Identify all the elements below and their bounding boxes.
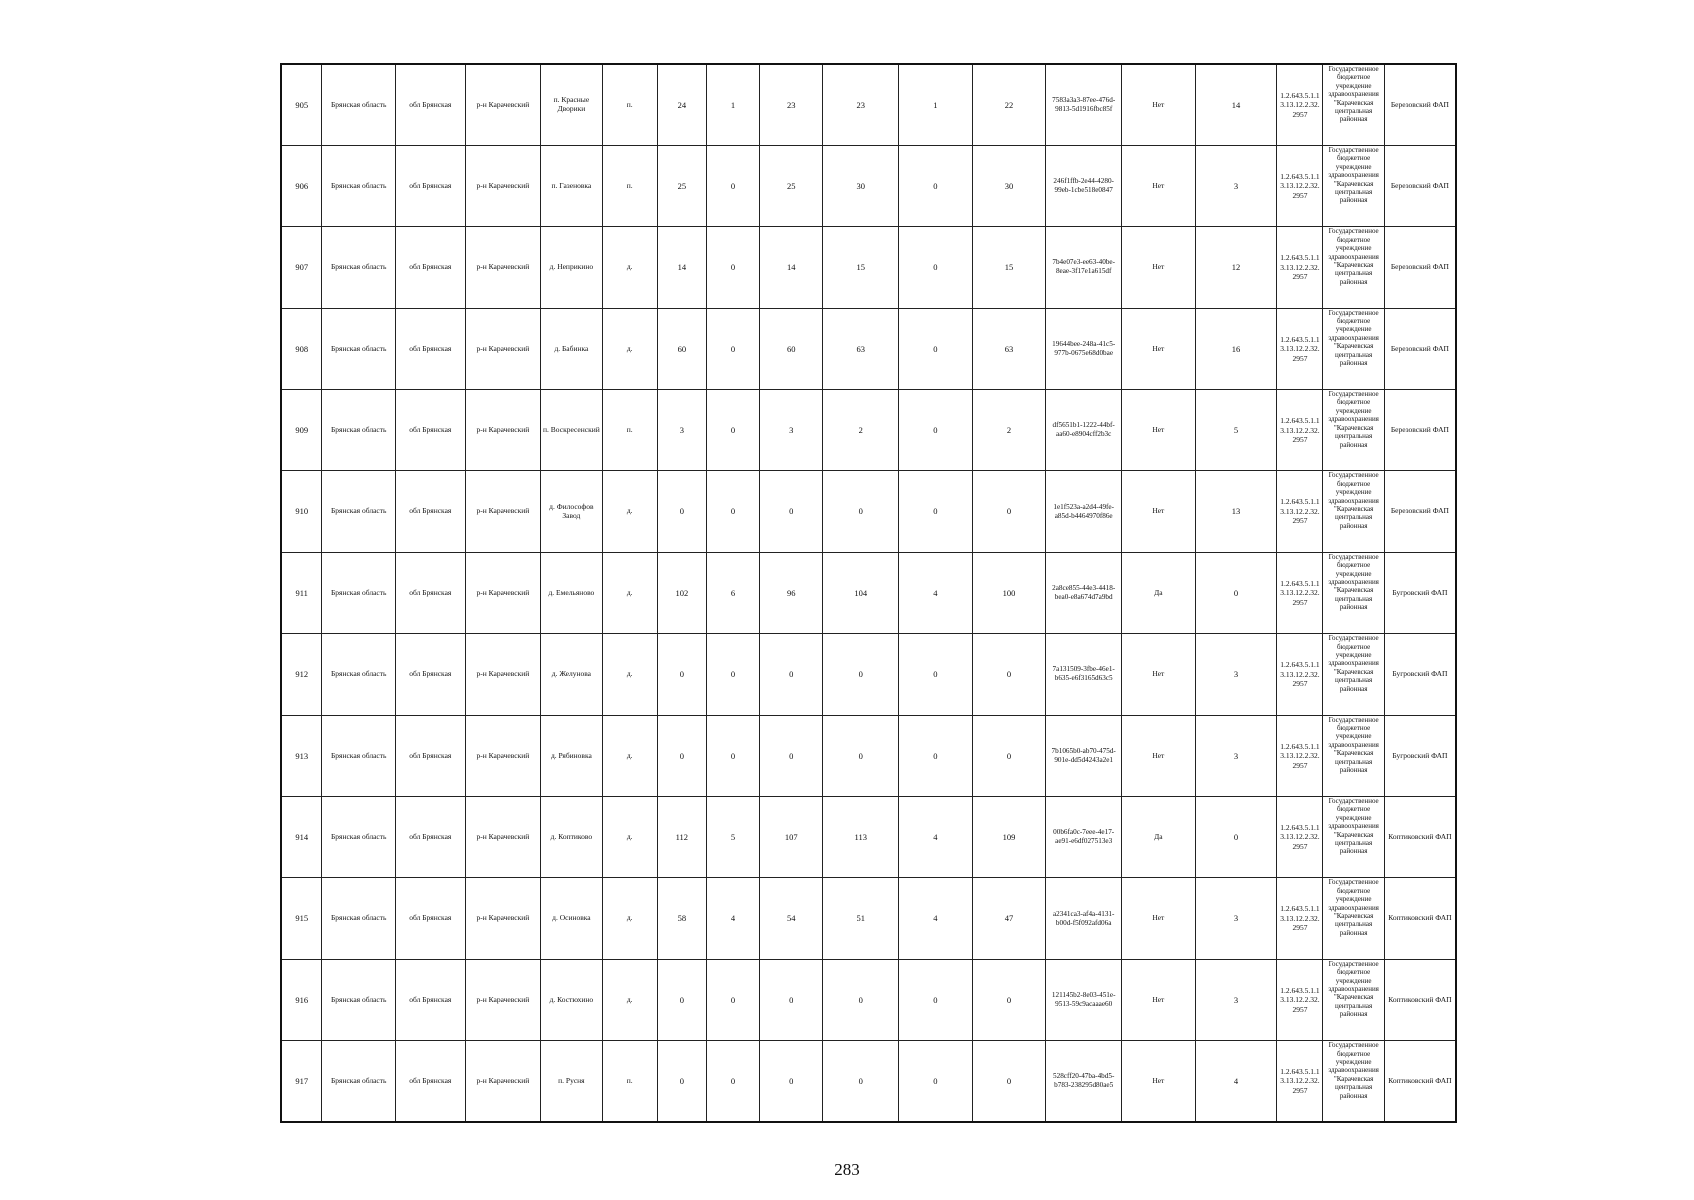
oid-code-cell: 1.2.643.5.1.13.13.12.2.32.2957: [1277, 308, 1323, 389]
value-cell-1: 0: [657, 471, 706, 552]
count-cell: 13: [1195, 471, 1277, 552]
value-cell-3: 14: [760, 227, 823, 308]
settlement-cell: д. Осиновка: [541, 878, 602, 959]
value-cell-5: 0: [899, 1041, 973, 1122]
value-cell-6: 109: [972, 797, 1046, 878]
value-cell-6: 0: [972, 1041, 1046, 1122]
value-cell-5: 0: [899, 227, 973, 308]
guid-cell: 2a8ce855-44e3-4418-bea0-e8a674d7a9bd: [1046, 552, 1122, 633]
table-row: [281, 308, 1456, 389]
value-cell-2: 1: [706, 64, 759, 145]
count-cell: 3: [1195, 959, 1277, 1040]
settlement-cell: п. Красные Дворики: [541, 64, 602, 145]
count-cell: 0: [1195, 797, 1277, 878]
value-cell-2: 0: [706, 227, 759, 308]
flag-cell: Нет: [1122, 1041, 1196, 1122]
value-cell-1: 0: [657, 959, 706, 1040]
region-cell: Брянская область: [322, 715, 396, 796]
value-cell-4: 104: [823, 552, 899, 633]
facility-cell: Березовский ФАП: [1384, 471, 1456, 552]
value-cell-2: 4: [706, 878, 759, 959]
settlement-type-cell: д.: [602, 471, 657, 552]
value-cell-3: 0: [760, 715, 823, 796]
oid-code-cell: 1.2.643.5.1.13.13.12.2.32.2957: [1277, 1041, 1323, 1122]
table-row: [281, 959, 1456, 1040]
flag-cell: Нет: [1122, 878, 1196, 959]
value-cell-6: 30: [972, 145, 1046, 226]
value-cell-3: 0: [760, 959, 823, 1040]
value-cell-4: 63: [823, 308, 899, 389]
oid-code-cell: 1.2.643.5.1.13.13.12.2.32.2957: [1277, 64, 1323, 145]
oid-code-cell: 1.2.643.5.1.13.13.12.2.32.2957: [1277, 552, 1323, 633]
facility-cell: Коптиковский ФАП: [1384, 1041, 1456, 1122]
value-cell-6: 0: [972, 715, 1046, 796]
value-cell-5: 0: [899, 634, 973, 715]
settlement-cell: д. Неприкино: [541, 227, 602, 308]
flag-cell: Нет: [1122, 145, 1196, 226]
value-cell-2: 5: [706, 797, 759, 878]
flag-cell: Нет: [1122, 64, 1196, 145]
flag-cell: Нет: [1122, 390, 1196, 471]
value-cell-6: 0: [972, 471, 1046, 552]
flag-cell: Нет: [1122, 715, 1196, 796]
value-cell-2: 0: [706, 471, 759, 552]
flag-cell: Нет: [1122, 634, 1196, 715]
value-cell-3: 96: [760, 552, 823, 633]
oblast-cell: обл Брянская: [396, 552, 466, 633]
value-cell-3: 25: [760, 145, 823, 226]
organization-cell: Государственное бюджетное учреждение здравоохранения "Карачевская центральная районная: [1323, 715, 1384, 796]
row-number-cell: 906: [281, 145, 322, 226]
value-cell-4: 2: [823, 390, 899, 471]
guid-cell: 7583a3a3-87ee-476d-9813-5d1916fbc85f: [1046, 64, 1122, 145]
organization-cell: Государственное бюджетное учреждение здравоохранения "Карачевская центральная районная: [1323, 145, 1384, 226]
value-cell-3: 107: [760, 797, 823, 878]
count-cell: 3: [1195, 634, 1277, 715]
count-cell: 4: [1195, 1041, 1277, 1122]
table-row: [281, 797, 1456, 878]
oblast-cell: обл Брянская: [396, 227, 466, 308]
count-cell: 14: [1195, 64, 1277, 145]
guid-cell: 7a131509-3fbe-46e1-b635-e6f3165d63c5: [1046, 634, 1122, 715]
value-cell-1: 58: [657, 878, 706, 959]
value-cell-6: 15: [972, 227, 1046, 308]
region-cell: Брянская область: [322, 64, 396, 145]
table-row: [281, 64, 1456, 145]
oid-code-cell: 1.2.643.5.1.13.13.12.2.32.2957: [1277, 878, 1323, 959]
table-row: [281, 471, 1456, 552]
value-cell-3: 3: [760, 390, 823, 471]
value-cell-3: 0: [760, 634, 823, 715]
value-cell-1: 3: [657, 390, 706, 471]
value-cell-2: 0: [706, 959, 759, 1040]
row-number-cell: 910: [281, 471, 322, 552]
table-row: [281, 390, 1456, 471]
table-row: [281, 878, 1456, 959]
facility-cell: Березовский ФАП: [1384, 308, 1456, 389]
settlement-type-cell: п.: [602, 64, 657, 145]
row-number-cell: 917: [281, 1041, 322, 1122]
district-cell: р-н Карачевский: [465, 471, 541, 552]
settlement-cell: п. Газеновка: [541, 145, 602, 226]
oblast-cell: обл Брянская: [396, 390, 466, 471]
value-cell-6: 22: [972, 64, 1046, 145]
organization-cell: Государственное бюджетное учреждение здравоохранения "Карачевская центральная районная: [1323, 959, 1384, 1040]
value-cell-5: 0: [899, 390, 973, 471]
value-cell-1: 102: [657, 552, 706, 633]
value-cell-1: 112: [657, 797, 706, 878]
settlement-cell: д. Коптиково: [541, 797, 602, 878]
guid-cell: a2341ca3-af4a-4131-b00d-f5f092afd06a: [1046, 878, 1122, 959]
count-cell: 12: [1195, 227, 1277, 308]
row-number-cell: 914: [281, 797, 322, 878]
settlements-table: [280, 63, 1457, 1123]
count-cell: 0: [1195, 552, 1277, 633]
organization-cell: Государственное бюджетное учреждение здравоохранения "Карачевская центральная районная: [1323, 227, 1384, 308]
region-cell: Брянская область: [322, 390, 396, 471]
oid-code-cell: 1.2.643.5.1.13.13.12.2.32.2957: [1277, 634, 1323, 715]
value-cell-6: 2: [972, 390, 1046, 471]
organization-cell: Государственное бюджетное учреждение здравоохранения "Карачевская центральная районная: [1323, 64, 1384, 145]
organization-cell: Государственное бюджетное учреждение здравоохранения "Карачевская центральная районная: [1323, 471, 1384, 552]
region-cell: Брянская область: [322, 308, 396, 389]
value-cell-2: 0: [706, 634, 759, 715]
oid-code-cell: 1.2.643.5.1.13.13.12.2.32.2957: [1277, 959, 1323, 1040]
region-cell: Брянская область: [322, 878, 396, 959]
oblast-cell: обл Брянская: [396, 797, 466, 878]
value-cell-3: 0: [760, 1041, 823, 1122]
value-cell-5: 0: [899, 471, 973, 552]
value-cell-4: 113: [823, 797, 899, 878]
oblast-cell: обл Брянская: [396, 145, 466, 226]
value-cell-4: 0: [823, 715, 899, 796]
row-number-cell: 915: [281, 878, 322, 959]
table-row: [281, 715, 1456, 796]
table-row: [281, 552, 1456, 633]
value-cell-6: 47: [972, 878, 1046, 959]
oid-code-cell: 1.2.643.5.1.13.13.12.2.32.2957: [1277, 471, 1323, 552]
settlement-type-cell: д.: [602, 552, 657, 633]
facility-cell: Березовский ФАП: [1384, 227, 1456, 308]
oblast-cell: обл Брянская: [396, 64, 466, 145]
settlement-cell: д. Емельяново: [541, 552, 602, 633]
district-cell: р-н Карачевский: [465, 797, 541, 878]
settlement-cell: д. Костюхино: [541, 959, 602, 1040]
value-cell-1: 25: [657, 145, 706, 226]
settlement-cell: д. Бабинка: [541, 308, 602, 389]
value-cell-5: 0: [899, 715, 973, 796]
organization-cell: Государственное бюджетное учреждение здравоохранения "Карачевская центральная районная: [1323, 308, 1384, 389]
organization-cell: Государственное бюджетное учреждение здравоохранения "Карачевская центральная районная: [1323, 390, 1384, 471]
settlement-type-cell: п.: [602, 1041, 657, 1122]
facility-cell: Коптиковский ФАП: [1384, 797, 1456, 878]
row-number-cell: 908: [281, 308, 322, 389]
settlement-type-cell: д.: [602, 715, 657, 796]
value-cell-2: 0: [706, 390, 759, 471]
value-cell-5: 0: [899, 308, 973, 389]
page-number: 283: [834, 1160, 860, 1179]
value-cell-2: 0: [706, 715, 759, 796]
region-cell: Брянская область: [322, 471, 396, 552]
guid-cell: 246f1ffb-2e44-4280-99eb-1cbe518e0847: [1046, 145, 1122, 226]
value-cell-4: 0: [823, 959, 899, 1040]
document-sheet: [280, 63, 1457, 1122]
facility-cell: Коптиковский ФАП: [1384, 878, 1456, 959]
district-cell: р-н Карачевский: [465, 227, 541, 308]
value-cell-2: 0: [706, 145, 759, 226]
row-number-cell: 911: [281, 552, 322, 633]
flag-cell: Да: [1122, 552, 1196, 633]
oid-code-cell: 1.2.643.5.1.13.13.12.2.32.2957: [1277, 797, 1323, 878]
district-cell: р-н Карачевский: [465, 634, 541, 715]
count-cell: 3: [1195, 715, 1277, 796]
facility-cell: Березовский ФАП: [1384, 145, 1456, 226]
value-cell-2: 6: [706, 552, 759, 633]
row-number-cell: 905: [281, 64, 322, 145]
flag-cell: Нет: [1122, 227, 1196, 308]
value-cell-5: 4: [899, 797, 973, 878]
organization-cell: Государственное бюджетное учреждение здравоохранения "Карачевская центральная районная: [1323, 878, 1384, 959]
facility-cell: Бугровский ФАП: [1384, 634, 1456, 715]
value-cell-4: 0: [823, 1041, 899, 1122]
oblast-cell: обл Брянская: [396, 471, 466, 552]
facility-cell: Коптиковский ФАП: [1384, 959, 1456, 1040]
value-cell-2: 0: [706, 308, 759, 389]
guid-cell: 121145b2-8e03-451e-9513-59c9acaaae60: [1046, 959, 1122, 1040]
count-cell: 3: [1195, 145, 1277, 226]
district-cell: р-н Карачевский: [465, 715, 541, 796]
district-cell: р-н Карачевский: [465, 390, 541, 471]
facility-cell: Бугровский ФАП: [1384, 715, 1456, 796]
settlement-cell: д. Желунова: [541, 634, 602, 715]
oblast-cell: обл Брянская: [396, 1041, 466, 1122]
value-cell-3: 23: [760, 64, 823, 145]
table-row: [281, 145, 1456, 226]
district-cell: р-н Карачевский: [465, 1041, 541, 1122]
district-cell: р-н Карачевский: [465, 878, 541, 959]
organization-cell: Государственное бюджетное учреждение здравоохранения "Карачевская центральная районная: [1323, 1041, 1384, 1122]
value-cell-3: 60: [760, 308, 823, 389]
value-cell-6: 100: [972, 552, 1046, 633]
district-cell: р-н Карачевский: [465, 64, 541, 145]
table-row: [281, 634, 1456, 715]
count-cell: 3: [1195, 878, 1277, 959]
row-number-cell: 913: [281, 715, 322, 796]
settlement-cell: д. Философов Завод: [541, 471, 602, 552]
region-cell: Брянская область: [322, 227, 396, 308]
value-cell-6: 63: [972, 308, 1046, 389]
value-cell-4: 30: [823, 145, 899, 226]
oid-code-cell: 1.2.643.5.1.13.13.12.2.32.2957: [1277, 715, 1323, 796]
guid-cell: 528cff20-47ba-4bd5-b783-238295d80ae5: [1046, 1041, 1122, 1122]
count-cell: 5: [1195, 390, 1277, 471]
district-cell: р-н Карачевский: [465, 308, 541, 389]
guid-cell: 00b6fa0c-7eee-4e17-ae91-e6df027513e3: [1046, 797, 1122, 878]
settlement-type-cell: п.: [602, 390, 657, 471]
table-body: [281, 64, 1456, 1122]
facility-cell: Березовский ФАП: [1384, 390, 1456, 471]
guid-cell: df5651b1-1222-44bf-aa60-e8904cff2b3c: [1046, 390, 1122, 471]
value-cell-2: 0: [706, 1041, 759, 1122]
value-cell-4: 15: [823, 227, 899, 308]
oblast-cell: обл Брянская: [396, 959, 466, 1040]
oblast-cell: обл Брянская: [396, 634, 466, 715]
region-cell: Брянская область: [322, 145, 396, 226]
value-cell-5: 1: [899, 64, 973, 145]
region-cell: Брянская область: [322, 797, 396, 878]
row-number-cell: 909: [281, 390, 322, 471]
flag-cell: Нет: [1122, 308, 1196, 389]
value-cell-3: 0: [760, 471, 823, 552]
oid-code-cell: 1.2.643.5.1.13.13.12.2.32.2957: [1277, 145, 1323, 226]
guid-cell: 7b1065b0-ab70-475d-901e-dd5d4243a2e1: [1046, 715, 1122, 796]
oblast-cell: обл Брянская: [396, 878, 466, 959]
value-cell-1: 0: [657, 634, 706, 715]
value-cell-5: 0: [899, 145, 973, 226]
value-cell-4: 23: [823, 64, 899, 145]
settlement-type-cell: д.: [602, 308, 657, 389]
oblast-cell: обл Брянская: [396, 308, 466, 389]
guid-cell: 7b4e07e3-ee63-40be-8eae-3f17e1a615df: [1046, 227, 1122, 308]
value-cell-4: 51: [823, 878, 899, 959]
value-cell-1: 60: [657, 308, 706, 389]
settlement-type-cell: п.: [602, 145, 657, 226]
organization-cell: Государственное бюджетное учреждение здравоохранения "Карачевская центральная районная: [1323, 634, 1384, 715]
oblast-cell: обл Брянская: [396, 715, 466, 796]
settlement-cell: п. Воскресенский: [541, 390, 602, 471]
value-cell-6: 0: [972, 634, 1046, 715]
settlement-type-cell: д.: [602, 878, 657, 959]
guid-cell: 1e1f523a-a2d4-49fe-a85d-b4464970f86e: [1046, 471, 1122, 552]
value-cell-4: 0: [823, 471, 899, 552]
value-cell-5: 4: [899, 878, 973, 959]
facility-cell: Бугровский ФАП: [1384, 552, 1456, 633]
settlement-type-cell: д.: [602, 797, 657, 878]
table-row: [281, 227, 1456, 308]
district-cell: р-н Карачевский: [465, 959, 541, 1040]
region-cell: Брянская область: [322, 634, 396, 715]
row-number-cell: 912: [281, 634, 322, 715]
region-cell: Брянская область: [322, 959, 396, 1040]
oid-code-cell: 1.2.643.5.1.13.13.12.2.32.2957: [1277, 227, 1323, 308]
settlement-cell: д. Рябиновка: [541, 715, 602, 796]
value-cell-1: 0: [657, 715, 706, 796]
row-number-cell: 916: [281, 959, 322, 1040]
row-number-cell: 907: [281, 227, 322, 308]
organization-cell: Государственное бюджетное учреждение здравоохранения "Карачевская центральная районная: [1323, 797, 1384, 878]
organization-cell: Государственное бюджетное учреждение здравоохранения "Карачевская центральная районная: [1323, 552, 1384, 633]
settlement-type-cell: д.: [602, 959, 657, 1040]
value-cell-5: 0: [899, 959, 973, 1040]
value-cell-3: 54: [760, 878, 823, 959]
district-cell: р-н Карачевский: [465, 552, 541, 633]
table-row: [281, 1041, 1456, 1122]
settlement-type-cell: д.: [602, 227, 657, 308]
settlement-cell: п. Русня: [541, 1041, 602, 1122]
region-cell: Брянская область: [322, 552, 396, 633]
value-cell-4: 0: [823, 634, 899, 715]
flag-cell: Нет: [1122, 471, 1196, 552]
value-cell-1: 14: [657, 227, 706, 308]
oid-code-cell: 1.2.643.5.1.13.13.12.2.32.2957: [1277, 390, 1323, 471]
facility-cell: Березовский ФАП: [1384, 64, 1456, 145]
region-cell: Брянская область: [322, 1041, 396, 1122]
district-cell: р-н Карачевский: [465, 145, 541, 226]
guid-cell: 19644bee-248a-41c5-977b-0675e68d0bae: [1046, 308, 1122, 389]
count-cell: 16: [1195, 308, 1277, 389]
flag-cell: Да: [1122, 797, 1196, 878]
value-cell-1: 24: [657, 64, 706, 145]
value-cell-1: 0: [657, 1041, 706, 1122]
settlement-type-cell: д.: [602, 634, 657, 715]
value-cell-5: 4: [899, 552, 973, 633]
value-cell-6: 0: [972, 959, 1046, 1040]
flag-cell: Нет: [1122, 959, 1196, 1040]
